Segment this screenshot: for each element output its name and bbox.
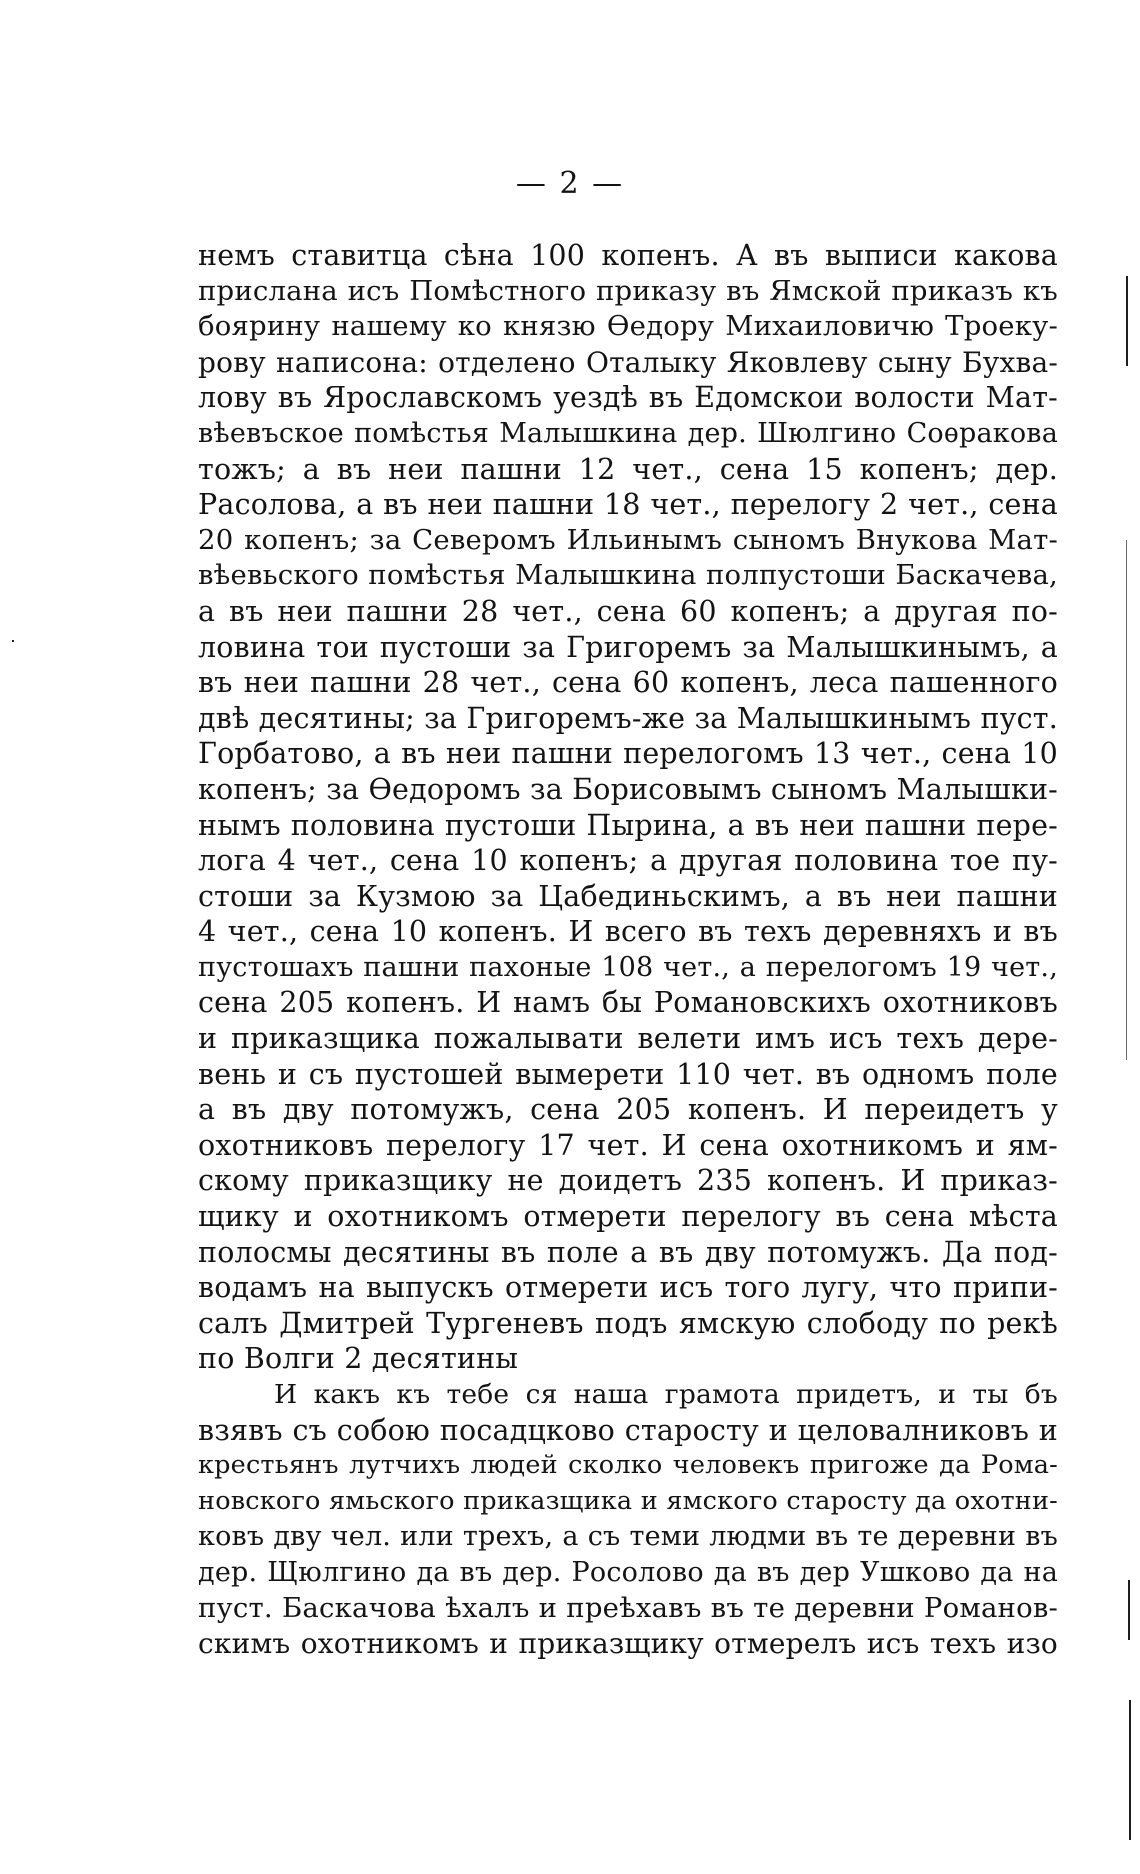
text-line: стоши за Кузмою за Цабединьскимъ, а въ неи пашни bbox=[198, 879, 1058, 913]
text-line: ковъ дву чел. или трехъ, а съ теми людми въ те деревни въ bbox=[198, 1521, 1058, 1553]
text-line: и приказщика пожалывати велети имъ исъ техъ дере- bbox=[198, 1022, 1058, 1056]
text-line: прислана исъ Помѣстного приказу въ Ямской приказъ къ bbox=[198, 274, 1058, 307]
margin-mark bbox=[12, 640, 14, 642]
document-body bbox=[198, 238, 1058, 1662]
text-line: 4 чет., сена 10 копенъ. И всего въ техъ деревняхъ и въ bbox=[198, 915, 1058, 949]
margin-mark bbox=[1129, 1700, 1131, 1840]
paragraph bbox=[198, 238, 1058, 1377]
text-line: Горбатово, а въ неи пашни перелогомъ 13 чет., сена 10 bbox=[198, 737, 1058, 771]
text-line: водамъ на выпускъ отмерети исъ того лугу, что припи- bbox=[198, 1271, 1058, 1305]
text-line: немъ ставитца сѣна 100 копенъ. А въ выписи какова bbox=[198, 239, 1058, 272]
text-line: лога 4 чет., сена 10 копенъ; а другая половина тое пу- bbox=[198, 844, 1058, 878]
text-line: скому приказщику не доидетъ 235 копенъ. И приказ- bbox=[198, 1164, 1058, 1198]
text-line: ловина тои пустоши за Григоремъ за Малышкинымъ, а bbox=[198, 630, 1058, 664]
text-line: а въ дву потомужъ, сена 205 копенъ. И переидетъ у bbox=[198, 1093, 1058, 1127]
paragraph bbox=[198, 1377, 1058, 1662]
text-line: сена 205 копенъ. И намъ бы Романовскихъ охотниковъ bbox=[198, 986, 1058, 1020]
margin-mark bbox=[1126, 276, 1128, 366]
text-line: скимъ охотникомъ и приказщику отмерелъ исъ техъ изо bbox=[198, 1627, 1058, 1661]
text-line: въ неи пашни 28 чет., сена 60 копенъ, леса пашенного bbox=[198, 666, 1058, 700]
text-line: вѣевьского помѣстья Малышкина полпустоши Баскачева, bbox=[198, 559, 1058, 592]
margin-mark bbox=[1126, 540, 1127, 1060]
text-line: дер. Щюлгино да въ дер. Росолово да въ дер Ушково да на bbox=[198, 1556, 1058, 1588]
text-line: 20 копенъ; за Северомъ Ильинымъ сыномъ Внукова Мат- bbox=[198, 523, 1058, 556]
text-line: по Волги 2 десятины bbox=[198, 1342, 519, 1376]
text-line: пуст. Баскачова ѣхалъ и преѣхавъ въ те деревни Романов- bbox=[198, 1591, 1058, 1624]
text-line: а въ неи пашни 28 чет., сена 60 копенъ; а другая по- bbox=[198, 594, 1058, 628]
text-line: взявъ съ собою посадцково старосту и целовалниковъ и bbox=[198, 1413, 1058, 1447]
text-line: вень и съ пустошей вымерети 110 чет. въ одномъ поле bbox=[198, 1057, 1058, 1091]
text-line: щику и охотникомъ отмерети перелогу въ сена мѣста bbox=[198, 1200, 1058, 1234]
text-line: копенъ; за Ѳедоромъ за Борисовымъ сыномъ Малышки- bbox=[198, 772, 1058, 806]
text-line: лову въ Ярославскомъ уездѣ въ Едомскои волости Мат- bbox=[198, 381, 1058, 415]
text-line: вѣевъское помѣстья Малышкина дер. Шюлгино Соѳракова bbox=[198, 417, 1058, 449]
text-line: двѣ десятины; за Григоремъ-же за Малышкинымъ пуст. bbox=[198, 701, 1058, 735]
text-line: полосмы десятины въ поле а въ дву потомужъ. Да под- bbox=[198, 1235, 1058, 1269]
text-line: тожъ; а въ неи пашни 12 чет., сена 15 копенъ; дер. bbox=[198, 452, 1058, 486]
text-line: рову написона: отделено Оталыку Яковлеву сыну Бухва- bbox=[198, 345, 1058, 379]
text-line: Расолова, а въ неи пашни 18 чет., перелогу 2 чет., сена bbox=[198, 488, 1058, 522]
text-line: пустошахъ пашни пахоные 108 чет., а перелогомъ 19 чет., bbox=[198, 951, 1058, 983]
text-line: охотниковъ перелогу 17 чет. И сена охотникомъ и ям- bbox=[198, 1128, 1058, 1162]
text-line: нымъ половина пустоши Пырина, а въ неи пашни пере- bbox=[198, 808, 1058, 842]
page-number: — 2 — bbox=[515, 166, 625, 201]
text-line: новского ямьского приказщика и ямского старосту да охотни- bbox=[198, 1485, 1058, 1516]
text-line: салъ Дмитрей Тургеневъ подъ ямскую слободу по рекѣ bbox=[198, 1306, 1058, 1340]
text-line: крестьянъ лутчихъ людей сколко человекъ пригоже да Рома- bbox=[198, 1450, 1058, 1481]
text-line: И какъ къ тебе ся наша грамота придетъ, и ты бъ bbox=[274, 1379, 1058, 1410]
text-line: боярину нашему ко князю Ѳедору Михаиловичю Троеку- bbox=[198, 310, 1058, 343]
margin-mark bbox=[1128, 1580, 1130, 1640]
